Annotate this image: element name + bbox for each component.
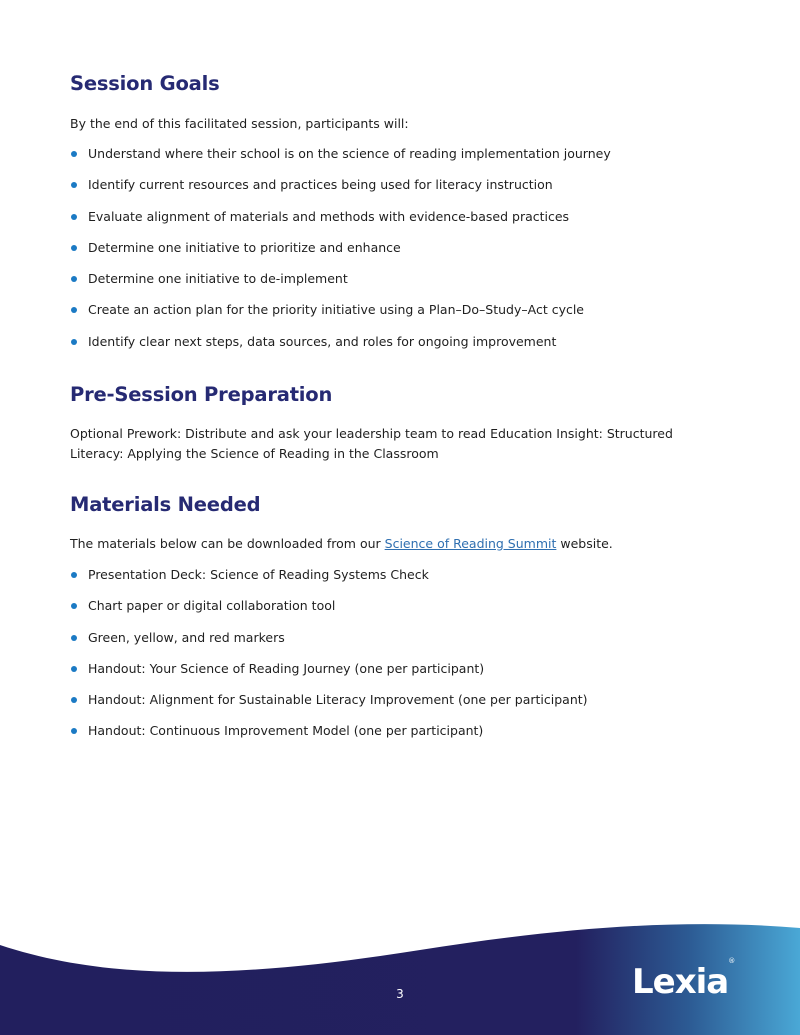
list-item-text: Determine one initiative to de-implement [88, 271, 348, 287]
list-item [70, 176, 710, 207]
bullet-dot [71, 214, 77, 220]
list-item [70, 145, 710, 176]
list-item [70, 691, 710, 722]
session-goals-list [70, 145, 710, 364]
list-item [70, 239, 710, 270]
bullet-dot [71, 572, 77, 578]
materials-list [70, 566, 710, 754]
bullet-dot [71, 182, 77, 188]
bullet-dot [71, 666, 77, 672]
list-item [70, 722, 710, 753]
list-item [70, 208, 710, 239]
list-item-text: Understand where their school is on the science of reading implementation journey [88, 146, 611, 161]
list-item-text: Handout: Continuous Improvement Model (one per participant) [88, 723, 484, 739]
bullet-dot [71, 245, 77, 251]
materials-intro-suffix: website. [556, 536, 613, 551]
science-of-reading-summit-link[interactable]: Science of Reading Summit [384, 536, 557, 551]
bullet-dot [71, 635, 77, 641]
bullet-dot [71, 603, 77, 609]
pre-session-heading: Pre-Session Preparation [70, 383, 333, 406]
session-goals-intro: By the end of this facilitated session, participants will: [70, 116, 409, 131]
materials-intro-text: The materials below can be downloaded from our [70, 536, 385, 551]
lexia-logo [632, 956, 735, 1002]
list-item-text: Evaluate alignment of materials and methods with evidence-based practices [88, 208, 570, 224]
materials-intro [70, 534, 710, 554]
list-item-text: Presentation Deck: Science of Reading Systems Check [88, 567, 429, 582]
list-item-text: Identify current resources and practices being used for literacy instruction [88, 177, 553, 193]
list-item [70, 566, 710, 597]
list-item [70, 660, 710, 691]
list-item-text: Create an action plan for the priority initiative using a Plan–Do–Study–Act cycle [88, 302, 585, 318]
list-item-text: Handout: Your Science of Reading Journey (one per participant) [88, 660, 485, 676]
bullet-dot [71, 728, 77, 734]
page-number: 3 [396, 987, 404, 1001]
logo-text: Lexia [632, 962, 729, 1002]
bullet-dot [71, 151, 77, 157]
bullet-dot [71, 276, 77, 282]
session-goals-heading: Session Goals [70, 72, 220, 95]
list-item [70, 597, 710, 628]
bullet-dot [71, 339, 77, 345]
pre-session-text: Optional Prework: Distribute and ask your leadership team to read Education Insight: Structured Literacy: Applying the Science of Reading in the Classroom [70, 426, 673, 461]
list-item-text: Determine one initiative to prioritize and enhance [88, 239, 401, 255]
bullet-dot [71, 697, 77, 703]
list-item [70, 629, 710, 660]
list-item [70, 333, 710, 364]
registered-mark: ® [728, 956, 735, 965]
list-item-text: Handout: Alignment for Sustainable Literacy Improvement (one per participant) [88, 692, 588, 708]
list-item [70, 301, 710, 332]
list-item [70, 270, 710, 301]
materials-heading: Materials Needed [70, 493, 261, 516]
list-item-text: Identify clear next steps, data sources, and roles for ongoing improvement [88, 333, 557, 349]
list-item-text: Green, yellow, and red markers [88, 629, 285, 645]
list-item-text: Chart paper or digital collaboration tool [88, 598, 336, 614]
bullet-dot [71, 307, 77, 313]
